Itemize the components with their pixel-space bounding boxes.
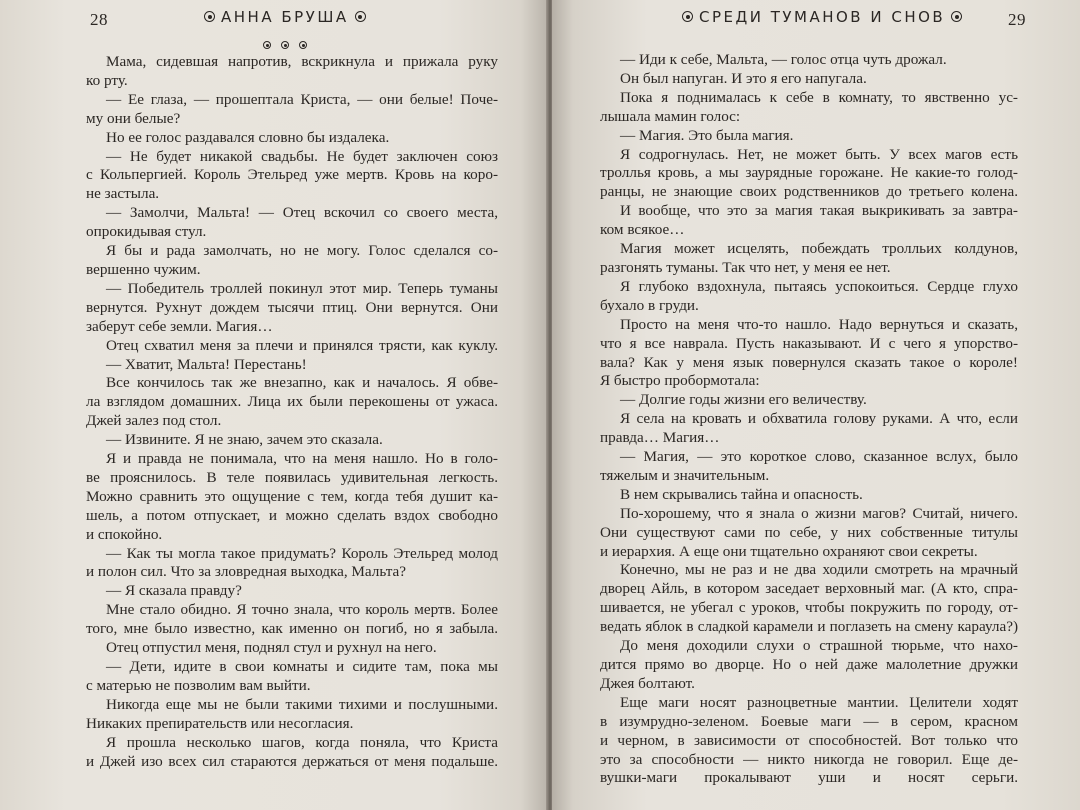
text-line: вершенно чужим. (86, 260, 201, 278)
text-line: Я быстро пробормотала: (600, 372, 760, 390)
text-line: ведать яблок в сладкой карамели и поглазеть на смену караула?) (600, 618, 1018, 636)
text-line: Пока я поднималась к себе в комнату, то явственно ус- (620, 88, 1018, 106)
text-line: Никогда еще мы не были такими тихими и послушными. (106, 695, 498, 713)
running-header (198, 8, 372, 26)
text-line: шель, а потом отпускает, и можно сделать вздох свободно (86, 506, 498, 524)
text-line: что я все наврала. Пусть наказывают. И с чего я упорство- (600, 334, 1018, 352)
text-line: тяжелым и значительным. (600, 466, 770, 484)
text-line: — Как ты могла такое придумать? Король Этельред молод (106, 544, 498, 562)
text-line: дворец Айль, в котором заседает верховный маг. (А кто, спра- (600, 580, 1018, 598)
text-line: Конечно, мы не раз и не два ходили смотреть на мрачный (620, 561, 1018, 579)
text-line: Я бы и рада замолчать, но не могу. Голос сделался со- (106, 242, 498, 260)
text-line: опрокидывая стул. (86, 223, 207, 241)
ornament-icon (281, 41, 289, 49)
running-head-text: СРЕДИ ТУМАНОВ И СНОВ (699, 8, 946, 26)
text-line: ко рту. (86, 71, 128, 89)
text-line: не застыла. (86, 185, 160, 203)
ornament-icon (951, 11, 962, 22)
text-line: Отец схватил меня за плечи и принялся трясти, как куклу. (106, 336, 498, 354)
text-line: с матерью не позволим вам выйти. (86, 676, 311, 694)
text-line: Они существуют сами по себе, у них собственные титулы (600, 523, 1018, 541)
text-line: — Долгие годы жизни его величеству. (620, 391, 867, 409)
text-line: и иерархия. А еще они тщательно охраняют свои секреты. (600, 542, 978, 560)
text-line: дится прямо во дворце. Но о ней даже малолетние дружки (600, 656, 1018, 673)
text-line: ве прояснилось. В теле появилась удивительная легкость. (86, 468, 498, 486)
text-line: ранцы, не знающие своих родственников до третьего колена. (600, 183, 1018, 201)
page-number: 29 (1008, 10, 1026, 29)
text-line: Мне стало обидно. Я точно знала, что король мертв. Более (106, 601, 498, 619)
text-line: Еще маги носят разноцветные мантии. Целители ходят (620, 693, 1018, 711)
text-line: Никаких препирательств или несогласия. (86, 714, 354, 732)
page-number: 28 (90, 10, 108, 29)
running-header (676, 8, 968, 26)
text-line: вернутся. Рухнут дождем тысячи птиц. Они вернутся. Они (86, 298, 498, 316)
text-line: Я и правда не понимала, что на меня нашло. Но в голо- (106, 450, 498, 468)
text-line: и Джей изо всех сил стараются держаться от меня подальше. (86, 752, 498, 770)
ornament-icon (204, 11, 215, 22)
text-line: разгонять туманы. Так что нет, у меня ее нет. (600, 258, 891, 276)
text-line: — Магия, — это короткое слово, сказанное вслух, было (620, 448, 1018, 466)
text-line: Просто на меня что-то нашло. Надо вернуться и сказать, (620, 315, 1018, 333)
text-line: Но ее голос раздавался словно бы издалека. (106, 128, 390, 146)
text-line: ла взглядом домашних. Лица их были перекошены от ужаса. (86, 393, 498, 411)
text-line: — Не будет никакой свадьбы. Не будет заключен союз (106, 147, 498, 165)
text-line: Я глубоко вздохнула, пытаясь успокоиться. Сердце глухо (620, 277, 1018, 295)
body-text (600, 51, 1018, 788)
text-line: троллья кровь, а мы заурядные горожане. Не какие-то голод- (600, 164, 1018, 182)
text-line: му они белые? (86, 109, 181, 127)
text-line: Я содрогнулась. Нет, не может быть. У всех магов есть (620, 145, 1018, 163)
text-line: бухало в груди. (600, 296, 699, 314)
ornament-icon (299, 41, 307, 49)
text-line: и спокойно. (86, 525, 163, 543)
running-head-text: АННА БРУША (221, 8, 349, 26)
text-line: и черном, в зависимости от способностей. Вот только что (600, 731, 1018, 749)
text-line: Джей залез под стол. (86, 412, 222, 430)
text-line: До меня доходили слухи о страшной тюрьме, что нахо- (620, 637, 1018, 655)
body-text (86, 53, 498, 771)
text-line: — Ее глаза, — прошептала Криста, — они белые! Поче- (106, 90, 498, 108)
text-line: и полон сил. Что за зловредная выходка, Мальта? (86, 563, 407, 581)
text-line: правда… Магия… (600, 429, 720, 447)
text-line: Я села на кровать и обхватила голову руками. А что, если (620, 410, 1018, 428)
text-line: в изумрудно-зеленом. Боевые маги — в сером, красном (600, 712, 1018, 730)
text-line: Джея болтают. (600, 674, 695, 692)
text-line: — Победитель троллей покинул этот мир. Теперь туманы (106, 279, 498, 297)
chapter-dingbats (258, 36, 312, 54)
text-line: Мама, сидевшая напротив, вскрикнула и прижала руку (106, 53, 498, 70)
text-line: шивается, не убегал с уроков, чтобы покружить по городу, от- (600, 599, 1018, 617)
text-line: По-хорошему, что я знала о жизни магов? Считай, ничего. (620, 504, 1018, 522)
text-line: заберут себе земли. Магия… (86, 317, 273, 335)
text-line: — Хватит, Мальта! Перестань! (106, 355, 307, 373)
text-line: это за способности — никто никогда не говорил. Еще де- (600, 750, 1018, 768)
text-line: ком всякое… (600, 221, 685, 239)
ornament-icon (355, 11, 366, 22)
text-line: — Магия. Это была магия. (620, 126, 794, 144)
text-line: того, мне было известно, как именно он погиб, но я забыла. (86, 620, 498, 638)
text-line: Я прошла несколько шагов, когда поняла, что Криста (106, 733, 498, 751)
text-line: Все кончилось так же внезапно, как и началось. Я обве- (106, 374, 498, 392)
text-line: — Я сказала правду? (106, 582, 242, 600)
text-line: — Иди к себе, Мальта, — голос отца чуть дрожал. (620, 51, 947, 68)
ornament-icon (263, 41, 271, 49)
right-page (552, 0, 1080, 810)
text-line: — Дети, идите в свои комнаты и сидите там, пока мы (106, 658, 498, 675)
text-line: Отец отпустил меня, поднял стул и рухнул на него. (106, 639, 437, 657)
text-line: с Кольпергией. Король Этельред уже мертв. Кровь на коро- (86, 166, 498, 184)
text-line: Можно сравнить это ощущение с тем, когда тебя душит ка- (86, 487, 498, 505)
text-line: — Замолчи, Мальта! — Отец вскочил со своего места, (106, 204, 498, 222)
text-line: вушки-маги прокалывают уши и носят серьги. (600, 769, 1018, 787)
text-line: вала? Как у меня язык повернулся сказать такое о короле! (600, 353, 1018, 371)
text-line: — Извините. Я не знаю, зачем это сказала. (106, 431, 383, 449)
text-line: Магия может исцелять, побеждать тролльих колдунов, (620, 240, 1018, 258)
ornament-icon (682, 11, 693, 22)
text-line: В нем скрывались тайна и опасность. (620, 485, 863, 503)
text-line: И вообще, что это за магия такая выкрикивать за завтра- (620, 202, 1018, 220)
text-line: Он был напуган. И это я его напугала. (620, 69, 867, 87)
text-line: лышала мамин голос: (600, 107, 741, 125)
